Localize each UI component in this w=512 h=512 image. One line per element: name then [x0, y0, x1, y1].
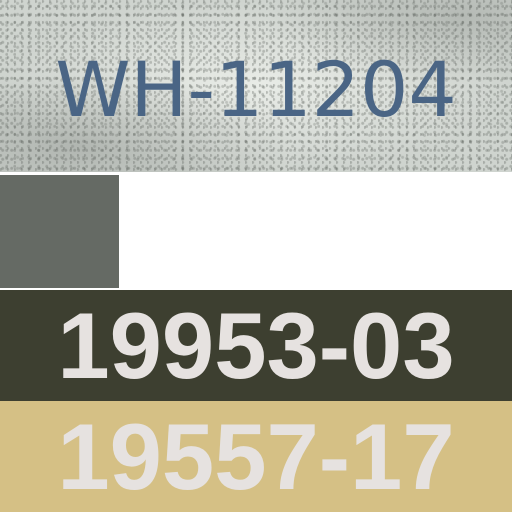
gray-color-swatch	[0, 175, 119, 288]
top-plate-text: WH-11204	[55, 45, 457, 134]
bottom-plate-text: 19557-17	[57, 404, 455, 509]
middle-plate-text: 19953-03	[57, 293, 455, 398]
